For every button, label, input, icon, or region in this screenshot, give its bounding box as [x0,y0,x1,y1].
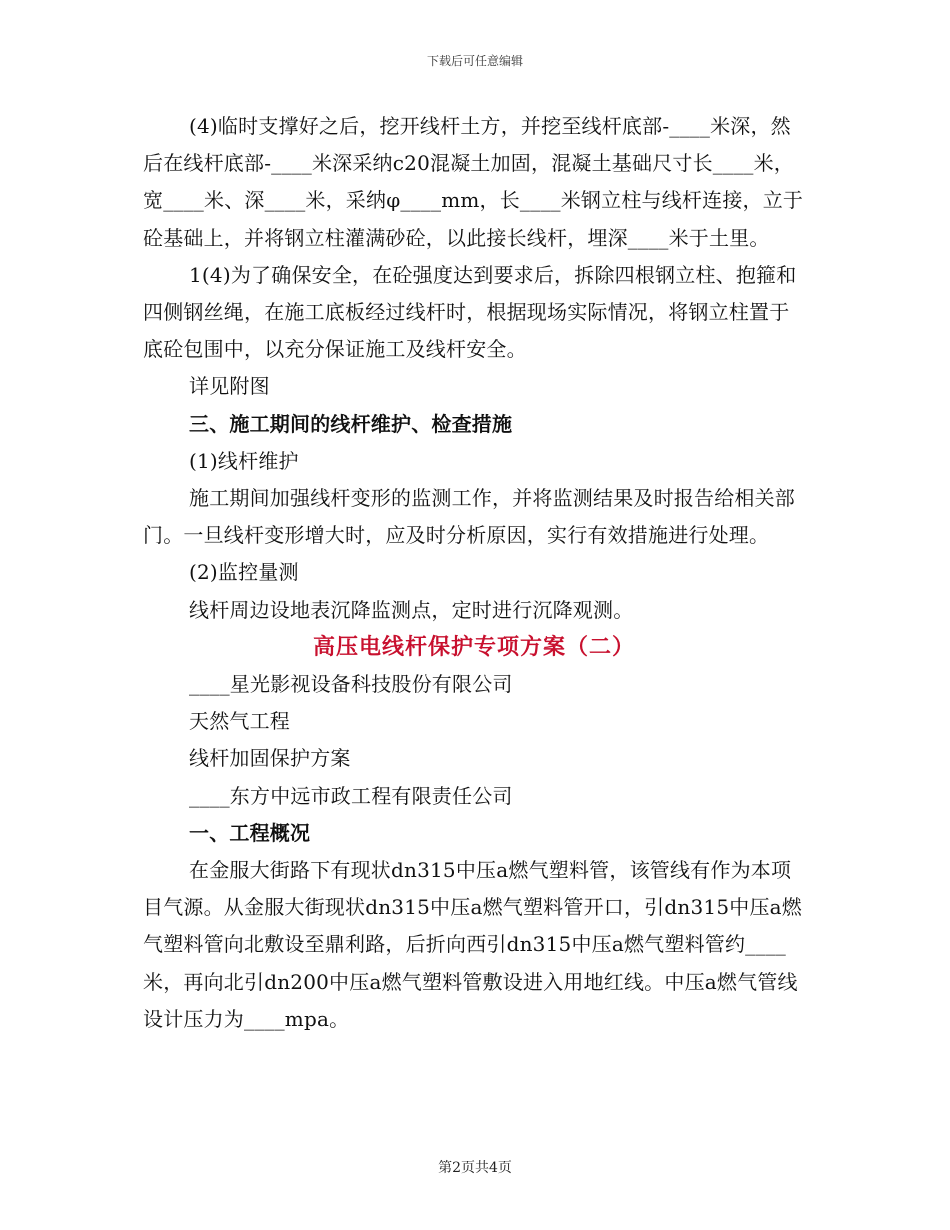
paragraph-safety: 1(4)为了确保安全，在砼强度达到要求后，拆除四根钢立柱、抱箍和四侧钢丝绳，在施工底板经过线杆时，根据现场实际情况，将钢立柱置于底砼包围中，以充分保证施工及线杆安全。 [143,262,797,362]
section-heading-maintenance: 三、施工期间的线杆维护、检查措施 [189,411,513,436]
project-name: 天然气工程 [189,709,290,734]
paragraph-overview: 在金服大街路下有现状dn315中压a燃气塑料管，该管线有作为本项目气源。从金服大街现状dn315中压a燃气塑料管开口，引dn315中压a燃气塑料管向北敷设至鼎利路，后折向西引dn315中压a燃气塑料管约____米，再向北引dn200中压a燃气塑料管敷设进入用地红线。中压a燃气管线设计压力为____mpa。 [143,858,802,1031]
document-title-part-two: 高压电线杆保护专项方案（二） [312,633,635,660]
plan-name: 线杆加固保护方案 [189,746,351,771]
subheading-pole-maintenance: (1)线杆维护 [189,448,299,473]
client-company: ____星光影视设备科技股份有限公司 [189,672,513,697]
section-heading-overview: 一、工程概况 [189,820,311,845]
paragraph-settlement: 线杆周边设地表沉降监测点，定时进行沉降观测。 [189,597,634,622]
paragraph-monitoring: 施工期间加强线杆变形的监测工作，并将监测结果及时报告给相关部门。一旦线杆变形增大时，应及时分析原因，实行有效措施进行处理。 [143,486,795,548]
contractor-company: ____东方中远市政工程有限责任公司 [189,783,513,808]
document-body [143,108,805,1038]
page-number: 第2页共4页 [438,1160,512,1176]
paragraph-step-4: (4)临时支撑好之后，挖开线杆土方，并挖至线杆底部-____米深，然后在线杆底部-____米深采纳c20混凝土加固，混凝土基础尺寸长____米，宽____米、深____米，采纳φ____mm，长____米钢立柱与线杆连接，立于砼基础上，并将钢立柱灌满砂砼，以此接长线杆，埋深____米于土里。 [143,114,804,250]
subheading-measurement: (2)监控量测 [189,560,299,585]
header-note: 下载后可任意编辑 [426,54,523,68]
paragraph-see-figure: 详见附图 [189,374,270,399]
